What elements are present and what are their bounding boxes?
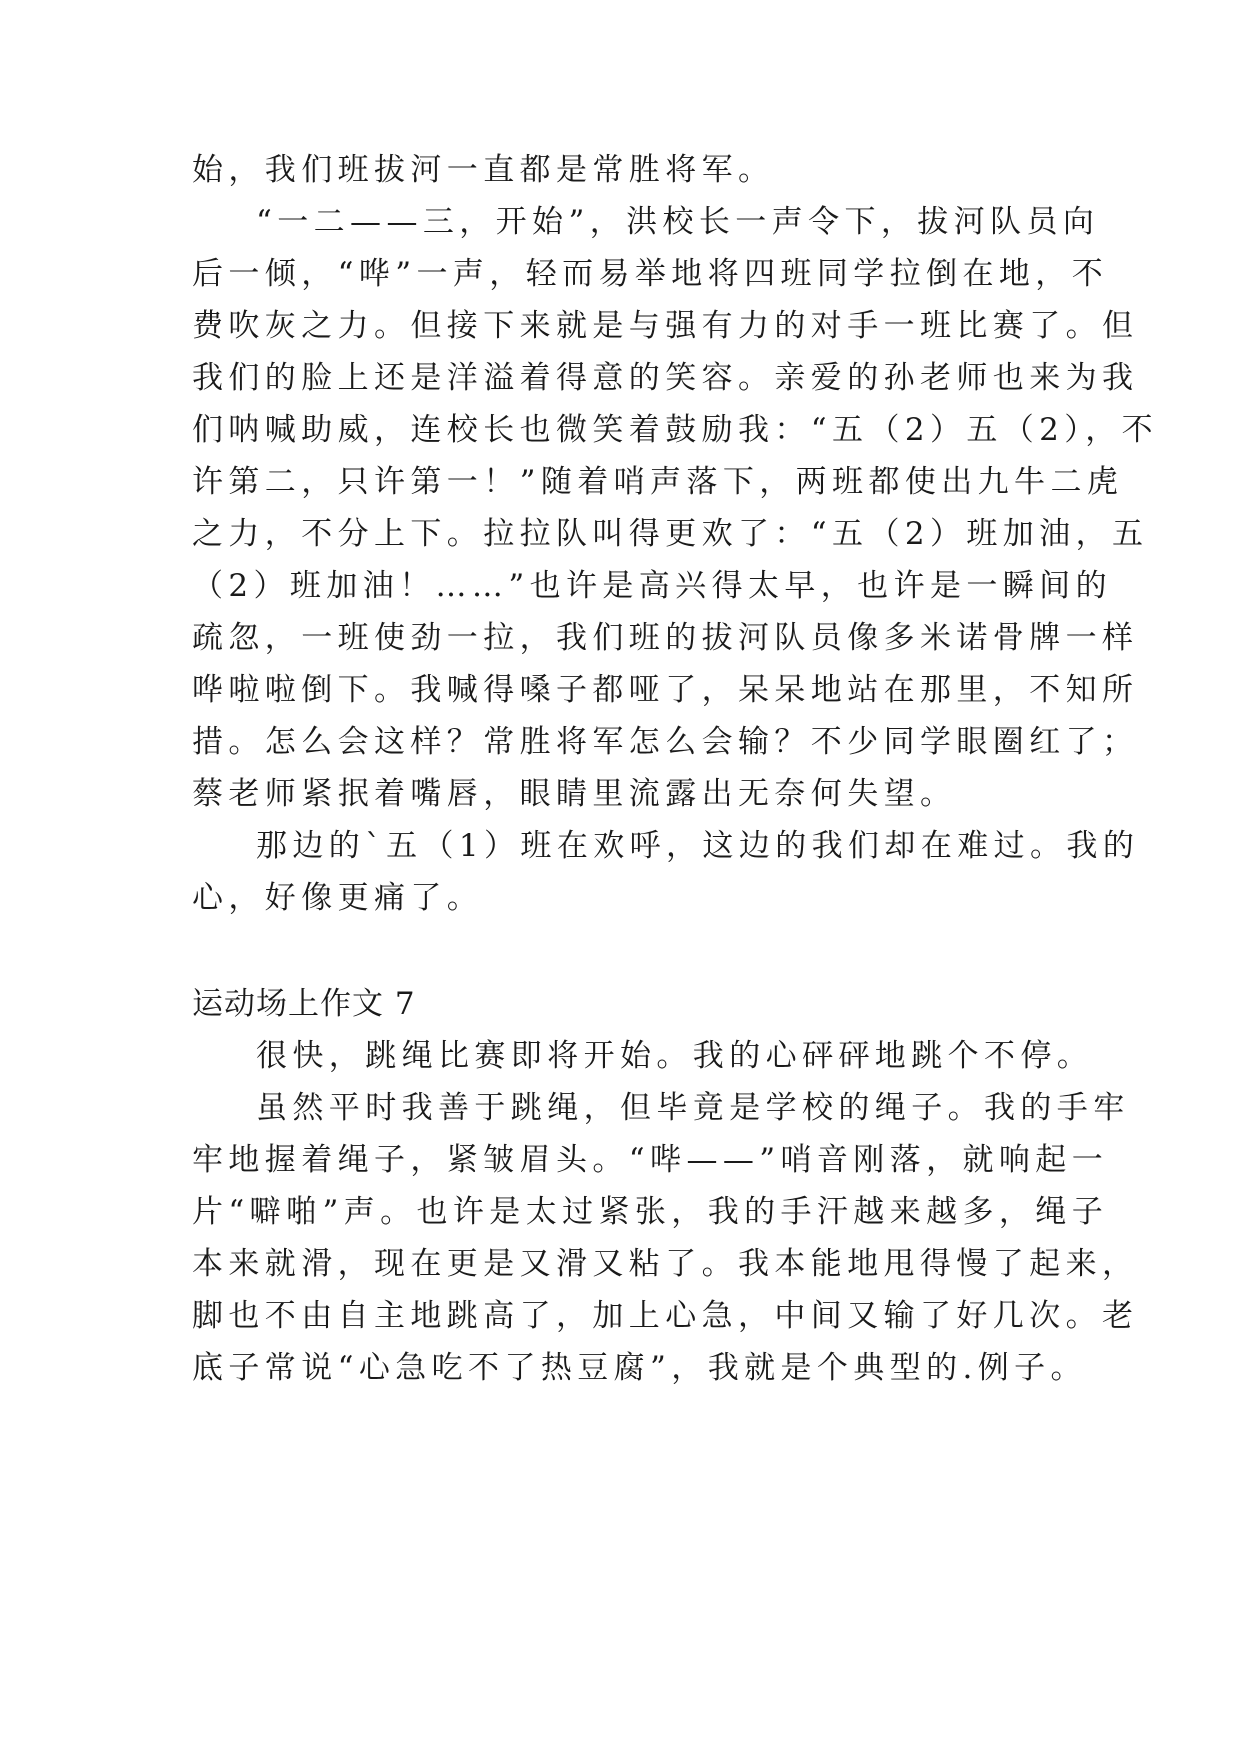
paragraph-line: 疏忽，一班使劲一拉，我们班的拔河队员像多米诺骨牌一样 bbox=[192, 620, 1139, 656]
paragraph-line: 后一倾，“哗”一声，轻而易举地将四班同学拉倒在地，不 bbox=[192, 256, 1109, 292]
paragraph-line: 片“噼啪”声。也许是太过紧张，我的手汗越来越多，绳子 bbox=[192, 1194, 1109, 1230]
paragraph-line: 始，我们班拔河一直都是常胜将军。 bbox=[192, 152, 775, 188]
paragraph-line: （2）班加油！……”也许是高兴得太早，也许是一瞬间的 bbox=[192, 568, 1112, 604]
paragraph-line: 措。怎么会这样？常胜将军怎么会输？不少同学眼圈红了； bbox=[192, 724, 1139, 760]
paragraph-line: 本来就滑，现在更是又滑又粘了。我本能地甩得慢了起来， bbox=[192, 1246, 1139, 1282]
paragraph-line: 虽然平时我善于跳绳，但毕竟是学校的绳子。我的手牢 bbox=[256, 1090, 1130, 1126]
paragraph-line: 之力，不分上下。拉拉队叫得更欢了：“五（2）班加油，五 bbox=[192, 516, 1149, 552]
paragraph-line: 们呐喊助威，连校长也微笑着鼓励我：“五（2）五（2），不 bbox=[192, 412, 1158, 448]
paragraph-line: 牢地握着绳子，紧皱眉头。“哔——”哨音刚落，就响起一 bbox=[192, 1142, 1109, 1178]
paragraph-line: 哗啦啦倒下。我喊得嗓子都哑了，呆呆地站在那里，不知所 bbox=[192, 672, 1139, 708]
paragraph-line: “一二——三，开始”，洪校长一声令下，拔河队员向 bbox=[256, 204, 1100, 240]
paragraph-line: 心，好像更痛了。 bbox=[192, 880, 484, 916]
paragraph-line: 底子常说“心急吃不了热豆腐”，我就是个典型的.例子。 bbox=[192, 1350, 1087, 1386]
paragraph-line: 很快，跳绳比赛即将开始。我的心砰砰地跳个不停。 bbox=[256, 1038, 1094, 1074]
paragraph-line: 费吹灰之力。但接下来就是与强有力的对手一班比赛了。但 bbox=[192, 308, 1139, 344]
section-heading: 运动场上作文 7 bbox=[192, 986, 416, 1022]
paragraph-line: 脚也不由自主地跳高了，加上心急，中间又输了好几次。老 bbox=[192, 1298, 1139, 1334]
paragraph-line: 那边的`五（1）班在欢呼，这边的我们却在难过。我的 bbox=[256, 828, 1140, 864]
paragraph-line: 我们的脸上还是洋溢着得意的笑容。亲爱的孙老师也来为我 bbox=[192, 360, 1139, 396]
paragraph-line: 许第二，只许第一！”随着哨声落下，两班都使出九牛二虎 bbox=[192, 464, 1124, 500]
paragraph-line: 蔡老师紧抿着嘴唇，眼睛里流露出无奈何失望。 bbox=[192, 776, 957, 812]
